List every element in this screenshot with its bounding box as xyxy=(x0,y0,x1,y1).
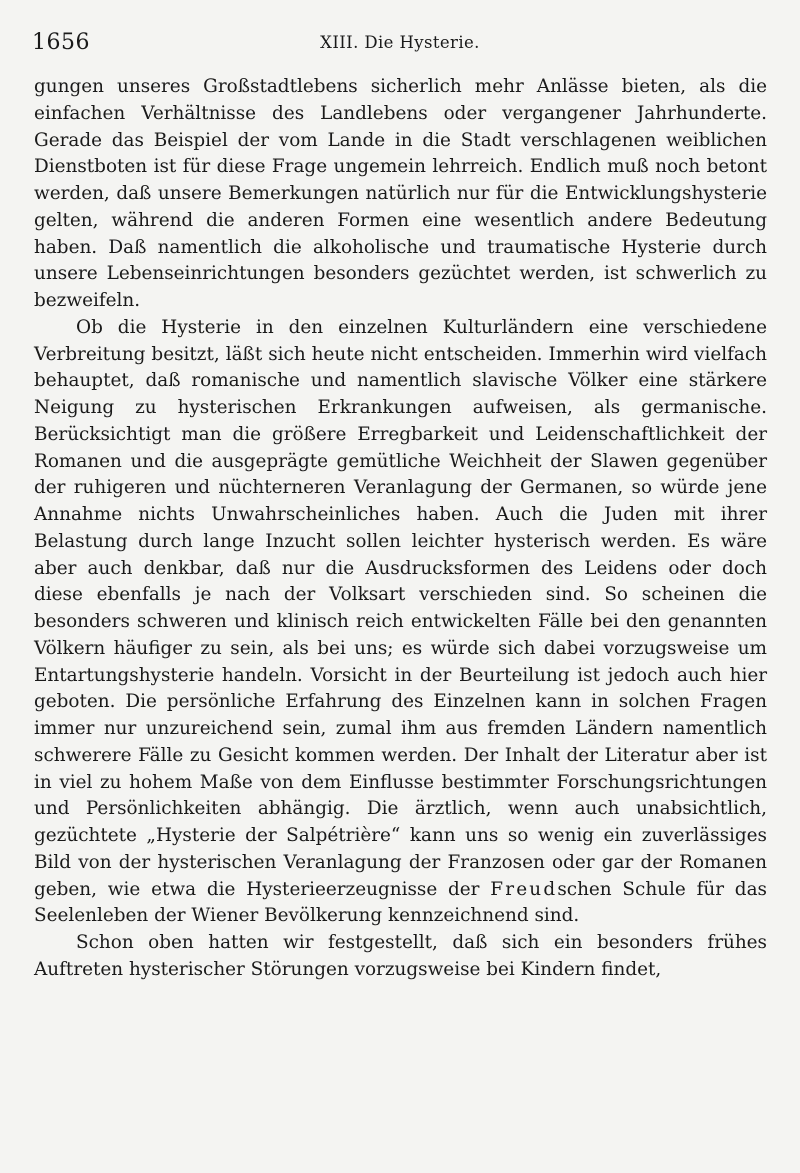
body-text xyxy=(34,74,767,984)
paragraph-continuation: gungen unseres Großstadtlebens sicherlich mehr Anlässe bieten, als die einfachen Verhältnisse des Landlebens oder vergangener Jahrhunderte. Gerade das Beispiel der vom Lande in die Stadt verschlagenen weiblichen Dienstboten ist für diese Frage ungemein lehrreich. Endlich muß noch betont werden, daß unsere Bemerkungen natürlich nur für die Entwicklungshysterie gelten, während die anderen Formen eine wesentlich andere Bedeutung haben. Daß namentlich die alkoholische und traumatische Hysterie durch unsere Lebenseinrichtungen besonders gezüchtet werden, ist schwerlich zu bezweifeln. xyxy=(34,76,767,311)
paragraph-early-onset: Schon oben hatten wir festgestellt, daß sich ein besonders frühes Auftreten hysterischer Störungen vorzugsweise bei Kindern findet, xyxy=(34,932,767,980)
page-header xyxy=(32,30,768,60)
running-head: XIII. Die Hysterie. xyxy=(320,33,480,52)
spaced-name-freud: Freud xyxy=(490,878,558,900)
paragraph-hysteria-distribution xyxy=(34,315,767,930)
paragraph-text: Ob die Hysterie in den einzelnen Kulturländern eine verschiedene Verbreitung besitzt, läßt sich heute nicht entscheiden. Immerhin wird vielfach behauptet, daß romanische und namentlich slavische Völker eine stärkere Neigung zu hysterischen Erkrankungen aufweisen, als germanische. Berücksichtigt man die größere Erregbarkeit und Leidenschaftlichkeit der Romanen und die ausgeprägte gemütliche Weichheit der Slawen gegenüber der ruhigeren und nüchterneren Veranlagung der Germanen, so würde jene Annahme nichts Unwahrscheinliches haben. Auch die Juden mit ihrer Belastung durch lange Inzucht sollen leichter hysterisch werden. Es wäre aber auch denkbar, daß nur die Ausdrucksformen des Leidens oder doch diese ebenfalls je nach der Volksart verschieden sind. So scheinen die besonders schweren und klinisch reich entwickelten Fälle bei den genannten Völkern häufiger zu sein, als bei uns; es würde sich dabei vorzugsweise um Entartungshysterie handeln. Vorsicht in der Beurteilung ist jedoch auch hier geboten. Die persönliche Erfahrung des Einzelnen kann in solchen Fragen immer nur unzureichend sein, zumal ihm aus fremden Ländern namentlich schwerere Fälle zu Gesicht kommen werden. Der Inhalt der Literatur aber ist in viel zu hohem Maße von dem Einflusse bestimmter Forschungsrichtungen und Persönlichkeiten abhängig. Die ärztlich, wenn auch unabsichtlich, gezüchtete „Hysterie der Salpétrière“ kann uns so wenig ein zuverlässiges Bild von der hysterischen Veranlagung der Franzosen oder gar der Romanen geben, wie etwa die Hysterieerzeugnisse der xyxy=(34,316,767,900)
page-number: 1656 xyxy=(32,30,90,55)
paragraph-text: schen Schule für das Seelenleben der Wiener Bevölkerung kennzeichnend sind. xyxy=(34,878,767,927)
